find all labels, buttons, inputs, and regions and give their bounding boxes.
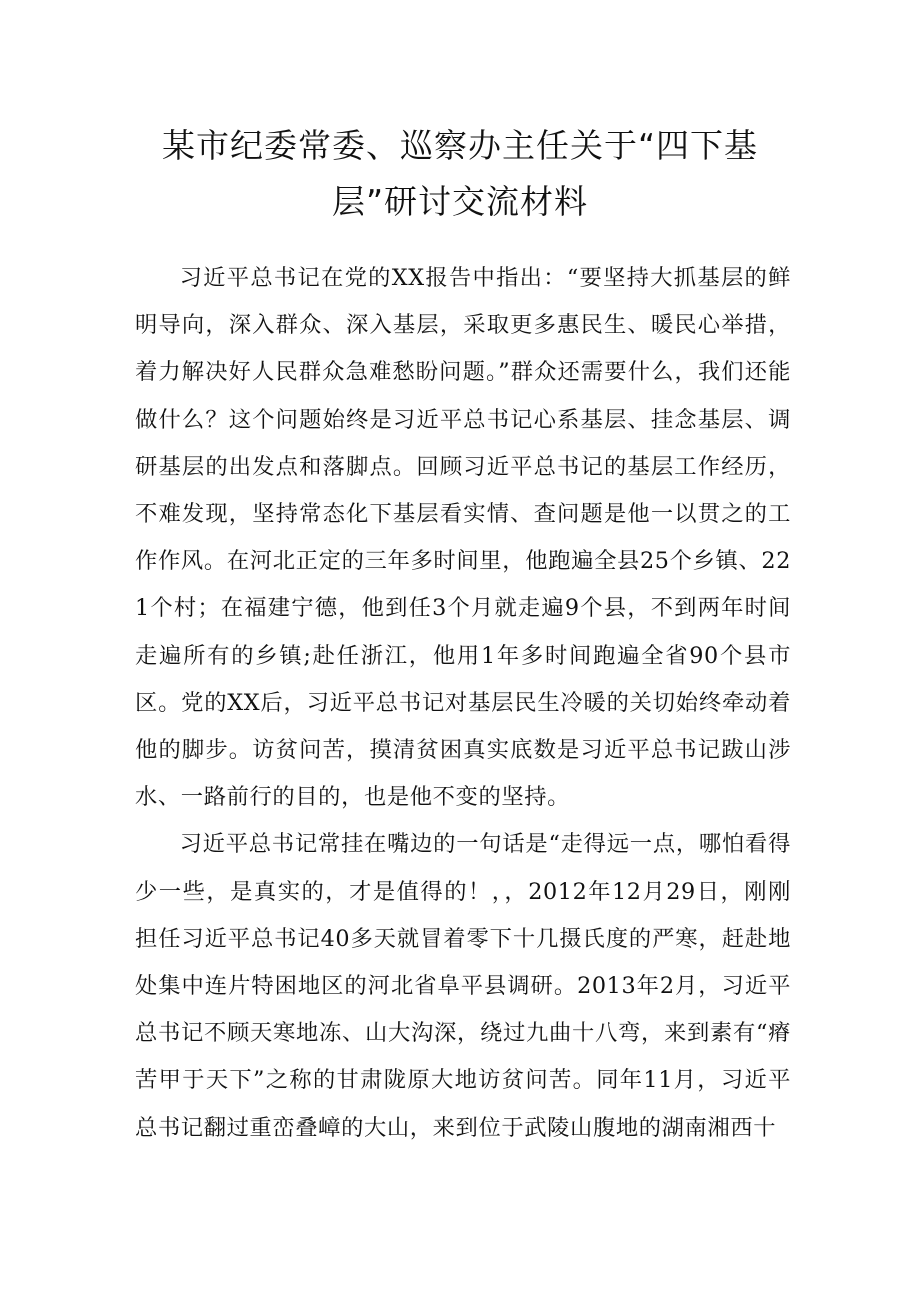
paragraph-1: 习近平总书记在党的XX报告中指出：“要坚持大抓基层的鲜明导向，深入群众、深入基层，采取更多惠民生、暖民心举措，着力解决好人民群众急难愁盼问题。”群众还需要什么，我们还能做什么？这个问题始终是习近平总书记心系基层、挂念基层、调研基层的出发点和落脚点。回顾习近平总书记的基层工作经历，不难发现，坚持常态化下基层看实情、查问题是他一以贯之的工作作风。在河北正定的三年多时间里，他跑遍全县25个乡镇、221个村；在福建宁德，他到任3个月就走遍9个县，不到两年时间走遍所有的乡镇;赴任浙江，他用1年多时间跑遍全省90个县市区。党的XX后，习近平总书记对基层民生冷暖的关切始终牵动着他的脚步。访贫问苦，摸清贫困真实底数是习近平总书记跋山涉水、一路前行的目的，也是他不变的坚持。: [135, 265, 791, 811]
title-line-1: 某市纪委常委、巡察办主任关于“四下基: [161, 126, 759, 165]
paragraph-2: 习近平总书记常挂在嘴边的一句话是“走得远一点，哪怕看得少一些，是真实的，才是值得的！，，2012年12月29日，刚刚担任习近平总书记40多天就冒着零下十几摄氏度的严寒，赶赴地处集中连片特困地区的河北省阜平县调研。2013年2月，习近平总书记不顾天寒地冻、山大沟深，绕过九曲十八弯，来到素有“瘠苦甲于天下”之称的甘肃陇原大地访贫问苦。同年11月，习近平总书记翻过重峦叠嶂的大山，来到位于武陵山腹地的湖南湘西十: [135, 831, 791, 1141]
document-title: [120, 118, 800, 230]
document-body: [135, 255, 791, 1152]
title-line-2: 层”研讨交流材料: [331, 182, 589, 221]
